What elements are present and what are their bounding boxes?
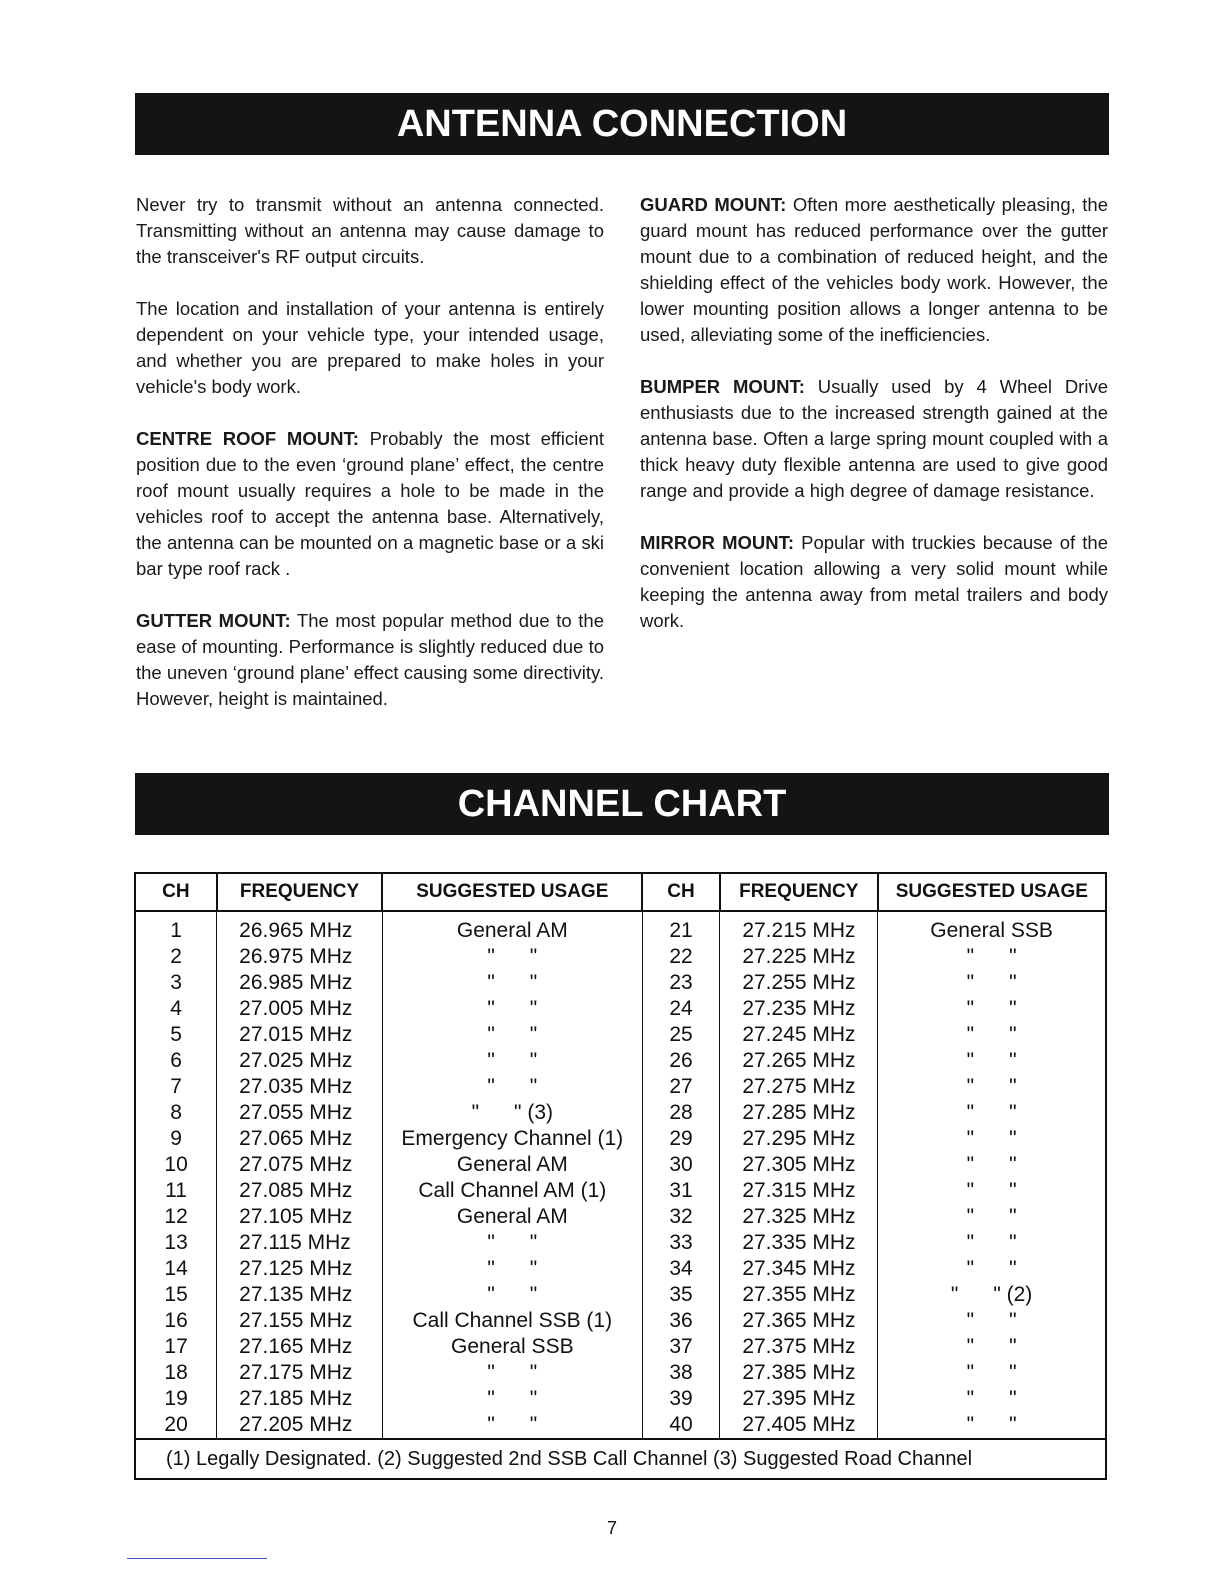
- antenna-left-column: [136, 192, 604, 738]
- table-row: [135, 1230, 1106, 1256]
- table-row: [135, 1152, 1106, 1178]
- channel-frequency: 27.155 MHz: [217, 1308, 383, 1334]
- channel-number: 9: [135, 1126, 217, 1152]
- channel-number: 16: [135, 1308, 217, 1334]
- channel-number: 22: [642, 944, 720, 970]
- channel-frequency: 27.075 MHz: [217, 1152, 383, 1178]
- channel-usage: " " (3): [382, 1100, 642, 1126]
- channel-frequency: 27.015 MHz: [217, 1022, 383, 1048]
- channel-number: 38: [642, 1360, 720, 1386]
- channel-usage: " ": [878, 1100, 1106, 1126]
- channel-usage: Emergency Channel (1): [382, 1126, 642, 1152]
- channel-number: 20: [135, 1412, 217, 1439]
- channel-number: 17: [135, 1334, 217, 1360]
- footnote-row: [135, 1439, 1106, 1479]
- channel-usage: " ": [382, 1412, 642, 1439]
- channel-number: 8: [135, 1100, 217, 1126]
- channel-frequency: 27.065 MHz: [217, 1126, 383, 1152]
- channel-number: 24: [642, 996, 720, 1022]
- guard-mount-paragraph: [640, 192, 1108, 348]
- channel-usage: " ": [878, 944, 1106, 970]
- channel-frequency: 27.295 MHz: [720, 1126, 878, 1152]
- table-row: [135, 1256, 1106, 1282]
- footnote: (1) Legally Designated. (2) Suggested 2nd SSB Call Channel (3) Suggested Road Channel: [135, 1439, 1106, 1479]
- channel-frequency: 26.975 MHz: [217, 944, 383, 970]
- channel-frequency: 27.125 MHz: [217, 1256, 383, 1282]
- guard-mount-lead: GUARD MOUNT:: [640, 194, 787, 215]
- channel-frequency: 27.355 MHz: [720, 1282, 878, 1308]
- channel-usage: " " (2): [878, 1282, 1106, 1308]
- table-row: [135, 1412, 1106, 1439]
- channel-frequency: 27.135 MHz: [217, 1282, 383, 1308]
- channel-number: 18: [135, 1360, 217, 1386]
- table-row: [135, 1178, 1106, 1204]
- channel-number: 29: [642, 1126, 720, 1152]
- channel-number: 33: [642, 1230, 720, 1256]
- table-row: [135, 970, 1106, 996]
- table-row: [135, 1334, 1106, 1360]
- channel-number: 10: [135, 1152, 217, 1178]
- table-row: [135, 944, 1106, 970]
- channel-usage: " ": [878, 1048, 1106, 1074]
- bumper-mount-paragraph: [640, 374, 1108, 504]
- channel-usage: " ": [878, 1256, 1106, 1282]
- table-row: [135, 1386, 1106, 1412]
- centre-roof-mount-text: Probably the most efficient position due to the even ‘ground plane’ effect, the centre roof mount usually requires a hole to be made in the vehicles roof to accept the antenna base. Alternatively, the antenna can be mounted on a magnetic base or a ski bar type roof rack .: [136, 428, 604, 579]
- channel-usage: " ": [382, 1074, 642, 1100]
- table-row: [135, 1360, 1106, 1386]
- channel-number: 31: [642, 1178, 720, 1204]
- channel-usage: " ": [878, 970, 1106, 996]
- channel-number: 11: [135, 1178, 217, 1204]
- antenna-right-column: [640, 192, 1108, 660]
- channel-number: 6: [135, 1048, 217, 1074]
- channel-frequency: 27.085 MHz: [217, 1178, 383, 1204]
- channel-usage: " ": [382, 1048, 642, 1074]
- channel-number: 4: [135, 996, 217, 1022]
- channel-frequency: 27.185 MHz: [217, 1386, 383, 1412]
- channel-usage: " ": [878, 1412, 1106, 1439]
- channel-frequency: 27.205 MHz: [217, 1412, 383, 1439]
- channel-frequency: 27.105 MHz: [217, 1204, 383, 1230]
- table-row: [135, 911, 1106, 944]
- page-number: 7: [606, 1518, 617, 1538]
- channel-number: 26: [642, 1048, 720, 1074]
- channel-usage: General AM: [382, 911, 642, 944]
- channel-frequency: 27.335 MHz: [720, 1230, 878, 1256]
- header-frequency-right: FREQUENCY: [720, 873, 878, 911]
- channel-frequency: 27.405 MHz: [720, 1412, 878, 1439]
- channel-number: 37: [642, 1334, 720, 1360]
- channel-frequency: 26.985 MHz: [217, 970, 383, 996]
- channel-number: 21: [642, 911, 720, 944]
- header-frequency-left: FREQUENCY: [217, 873, 383, 911]
- channel-number: 28: [642, 1100, 720, 1126]
- channel-usage: " ": [382, 1022, 642, 1048]
- table-row: [135, 1022, 1106, 1048]
- mirror-mount-lead: MIRROR MOUNT:: [640, 532, 795, 553]
- channel-number: 23: [642, 970, 720, 996]
- channel-chart-heading: CHANNEL CHART: [135, 773, 1109, 835]
- channel-frequency: 27.115 MHz: [217, 1230, 383, 1256]
- header-usage-right: SUGGESTED USAGE: [878, 873, 1106, 911]
- channel-usage: " ": [878, 1204, 1106, 1230]
- table-header-row: [135, 873, 1106, 911]
- channel-frequency: 27.055 MHz: [217, 1100, 383, 1126]
- table-row: [135, 1048, 1106, 1074]
- channel-usage: " ": [878, 1308, 1106, 1334]
- channel-frequency: 27.345 MHz: [720, 1256, 878, 1282]
- channel-usage: " ": [382, 996, 642, 1022]
- channel-number: 30: [642, 1152, 720, 1178]
- channel-number: 36: [642, 1308, 720, 1334]
- channel-usage: " ": [878, 1360, 1106, 1386]
- channel-number: 34: [642, 1256, 720, 1282]
- channel-number: 39: [642, 1386, 720, 1412]
- table-row: [135, 1308, 1106, 1334]
- channel-number: 25: [642, 1022, 720, 1048]
- channel-frequency: 27.265 MHz: [720, 1048, 878, 1074]
- bumper-mount-text: Usually used by 4 Wheel Drive enthusiasts due to the increased strength gained at the antenna base. Often a large spring mount coupled with a thick heavy duty flexible antenna are used to give good range and provide a high degree of damage resistance.: [640, 376, 1108, 501]
- bumper-mount-lead: BUMPER MOUNT:: [640, 376, 805, 397]
- channel-usage: " ": [878, 996, 1106, 1022]
- channel-frequency: 27.285 MHz: [720, 1100, 878, 1126]
- header-ch-right: CH: [642, 873, 720, 911]
- table-row: [135, 1126, 1106, 1152]
- channel-usage: " ": [878, 1022, 1106, 1048]
- channel-chart-table: [134, 872, 1107, 1480]
- channel-usage: General SSB: [382, 1334, 642, 1360]
- channel-number: 14: [135, 1256, 217, 1282]
- centre-roof-mount-paragraph: [136, 426, 604, 582]
- channel-frequency: 27.235 MHz: [720, 996, 878, 1022]
- intro-paragraph-2: The location and installation of your antenna is entirely dependent on your vehicle type, your intended usage, and whether you are prepared to make holes in your vehicle's body work.: [136, 298, 604, 397]
- mirror-mount-paragraph: [640, 530, 1108, 634]
- channel-usage: General AM: [382, 1152, 642, 1178]
- channel-number: 27: [642, 1074, 720, 1100]
- channel-number: 35: [642, 1282, 720, 1308]
- gutter-mount-paragraph: [136, 608, 604, 712]
- channel-usage: General AM: [382, 1204, 642, 1230]
- channel-usage: " ": [382, 970, 642, 996]
- header-usage-left: SUGGESTED USAGE: [382, 873, 642, 911]
- channel-usage: Call Channel AM (1): [382, 1178, 642, 1204]
- channel-number: 19: [135, 1386, 217, 1412]
- table-row: [135, 1204, 1106, 1230]
- channel-usage: " ": [878, 1126, 1106, 1152]
- channel-number: 2: [135, 944, 217, 970]
- channel-number: 1: [135, 911, 217, 944]
- centre-roof-mount-lead: CENTRE ROOF MOUNT:: [136, 428, 359, 449]
- channel-number: 13: [135, 1230, 217, 1256]
- channel-usage: " ": [878, 1074, 1106, 1100]
- channel-frequency: 27.365 MHz: [720, 1308, 878, 1334]
- channel-number: 7: [135, 1074, 217, 1100]
- table-row: [135, 996, 1106, 1022]
- channel-frequency: 27.215 MHz: [720, 911, 878, 944]
- channel-usage: " ": [382, 1282, 642, 1308]
- channel-frequency: 27.245 MHz: [720, 1022, 878, 1048]
- channel-number: 40: [642, 1412, 720, 1439]
- channel-usage: " ": [878, 1334, 1106, 1360]
- channel-usage: " ": [382, 944, 642, 970]
- table-row: [135, 1074, 1106, 1100]
- channel-frequency: 27.025 MHz: [217, 1048, 383, 1074]
- channel-frequency: 27.315 MHz: [720, 1178, 878, 1204]
- channel-frequency: 27.165 MHz: [217, 1334, 383, 1360]
- channel-number: 3: [135, 970, 217, 996]
- channel-usage: " ": [382, 1360, 642, 1386]
- divider: [127, 1558, 267, 1559]
- channel-frequency: 27.005 MHz: [217, 996, 383, 1022]
- channel-frequency: 27.225 MHz: [720, 944, 878, 970]
- channel-frequency: 27.395 MHz: [720, 1386, 878, 1412]
- table-row: [135, 1282, 1106, 1308]
- guard-mount-text: Often more aesthetically pleasing, the guard mount has reduced performance over the gutter mount due to a combination of reduced height, and the shielding effect of the vehicles body work. However, the lower mounting position allows a longer antenna to be used, alleviating some of the inefficiencies.: [640, 194, 1109, 345]
- channel-usage: Call Channel SSB (1): [382, 1308, 642, 1334]
- channel-frequency: 27.305 MHz: [720, 1152, 878, 1178]
- intro-paragraph-1: Never try to transmit without an antenna connected. Transmitting without an antenna may cause damage to the transceiver's RF output circuits.: [136, 194, 604, 267]
- table-row: [135, 1100, 1106, 1126]
- channel-frequency: 26.965 MHz: [217, 911, 383, 944]
- channel-usage: " ": [878, 1178, 1106, 1204]
- channel-usage: " ": [382, 1230, 642, 1256]
- gutter-mount-lead: GUTTER MOUNT:: [136, 610, 291, 631]
- channel-frequency: 27.275 MHz: [720, 1074, 878, 1100]
- channel-frequency: 27.035 MHz: [217, 1074, 383, 1100]
- channel-usage: " ": [878, 1152, 1106, 1178]
- header-ch-left: CH: [135, 873, 217, 911]
- channel-number: 12: [135, 1204, 217, 1230]
- channel-frequency: 27.255 MHz: [720, 970, 878, 996]
- channel-usage: " ": [382, 1256, 642, 1282]
- antenna-connection-heading: ANTENNA CONNECTION: [135, 93, 1109, 155]
- channel-usage: " ": [382, 1386, 642, 1412]
- mirror-mount-text: Popular with truckies because of the convenient location allowing a very solid mount while keeping the antenna away from metal trailers and body work.: [640, 532, 1108, 631]
- channel-number: 32: [642, 1204, 720, 1230]
- channel-frequency: 27.375 MHz: [720, 1334, 878, 1360]
- channel-usage: " ": [878, 1386, 1106, 1412]
- channel-usage: General SSB: [878, 911, 1106, 944]
- channel-number: 5: [135, 1022, 217, 1048]
- channel-number: 15: [135, 1282, 217, 1308]
- gutter-mount-text: The most popular method due to the ease of mounting. Performance is slightly reduced due to the uneven ‘ground plane’ effect causing some directivity. However, height is maintained.: [136, 610, 605, 709]
- channel-frequency: 27.385 MHz: [720, 1360, 878, 1386]
- channel-frequency: 27.175 MHz: [217, 1360, 383, 1386]
- channel-frequency: 27.325 MHz: [720, 1204, 878, 1230]
- channel-usage: " ": [878, 1230, 1106, 1256]
